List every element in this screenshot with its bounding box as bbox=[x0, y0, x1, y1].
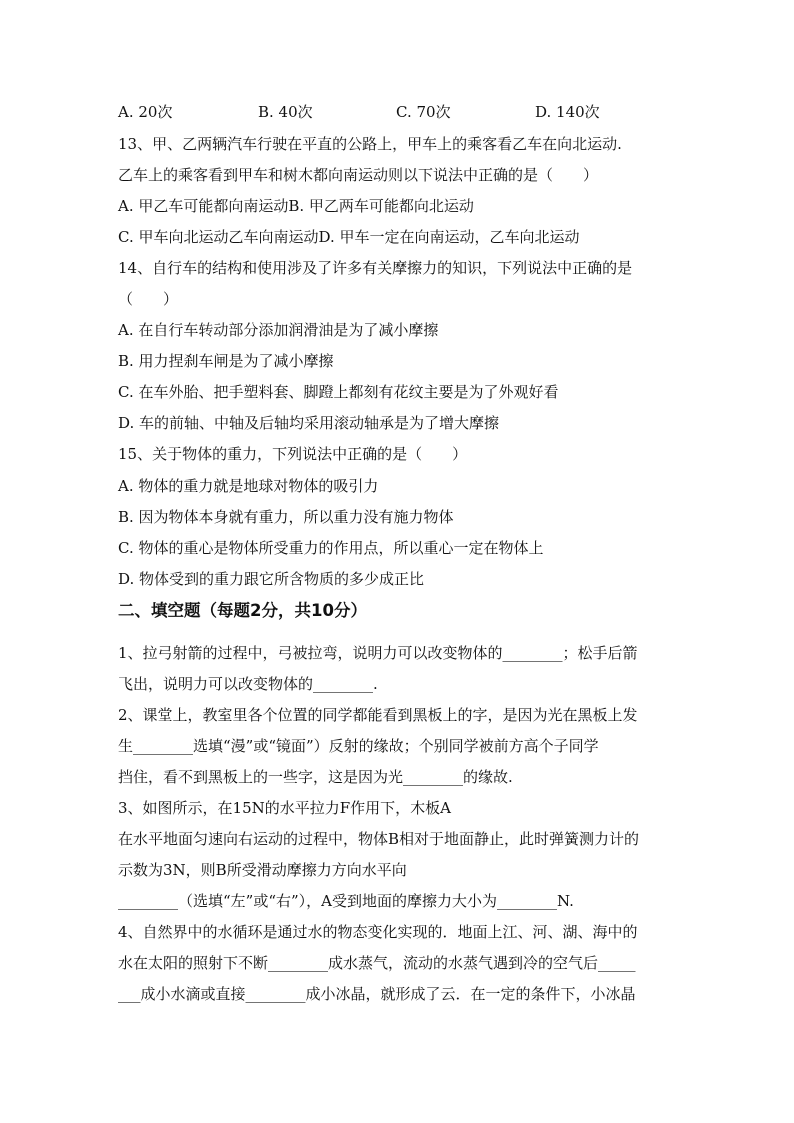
q14-option-b: B. 用力捏刹车闸是为了减小摩擦 bbox=[118, 352, 334, 370]
fill-q3-line-2: 在水平地面匀速向右运动的过程中，物体B相对于地面静止，此时弹簧测力计的 bbox=[118, 830, 640, 848]
q15-option-d: D. 物体受到的重力跟它所含物质的多少成正比 bbox=[118, 570, 425, 588]
fill-q4-line-1: 4、自然界中的水循环是通过水的物态变化实现的．地面上江、河、湖、海中的 bbox=[118, 923, 638, 941]
fill-q2-line-2: 生________选填“漫”或“镜面”）反射的缘故；个别同学被前方高个子同学 bbox=[118, 737, 599, 755]
fill-q3-line-4: ________（选填“左”或“右”），A受到地面的摩擦力大小为________N. bbox=[118, 892, 574, 910]
q14-option-d: D. 车的前轴、中轴及后轴均采用滚动轴承是为了增大摩擦 bbox=[118, 414, 500, 432]
q15-stem: 15、关于物体的重力，下列说法中正确的是（ ） bbox=[118, 445, 468, 463]
fill-q1-line-1: 1、拉弓射箭的过程中，弓被拉弯，说明力可以改变物体的________；松手后箭 bbox=[118, 644, 638, 662]
fill-q2-line-3: 挡住，看不到黑板上的一些字，这是因为光________的缘故. bbox=[118, 768, 513, 786]
q14-stem-line-2: （ ） bbox=[118, 290, 179, 308]
q12-option-b: B. 40次 bbox=[258, 103, 313, 121]
q13-stem-line-2: 乙车上的乘客看到甲车和树木都向南运动则以下说法中正确的是（ ） bbox=[118, 166, 599, 184]
fill-q4-line-3: ___成小水滴或直接________成小冰晶，就形成了云．在一定的条件下，小冰晶 bbox=[118, 985, 636, 1003]
q13-stem-line-1: 13、甲、乙两辆汽车行驶在平直的公路上，甲车上的乘客看乙车在向北运动. bbox=[118, 135, 622, 153]
fill-q1-line-2: 飞出，说明力可以改变物体的________. bbox=[118, 675, 378, 693]
q14-stem-line-1: 14、自行车的结构和使用涉及了许多有关摩擦力的知识，下列说法中正确的是 bbox=[118, 259, 633, 277]
fill-q4-line-2: 水在太阳的照射下不断________成水蒸气，流动的水蒸气遇到冷的空气后_____ bbox=[118, 954, 636, 972]
q15-option-b: B. 因为物体本身就有重力，所以重力没有施力物体 bbox=[118, 508, 454, 526]
q14-option-a: A. 在自行车转动部分添加润滑油是为了减小摩擦 bbox=[118, 321, 439, 339]
section-heading: 二、填空题（每题2分，共10分） bbox=[118, 601, 367, 620]
q15-option-a: A. 物体的重力就是地球对物体的吸引力 bbox=[118, 477, 379, 495]
q14-option-c: C. 在车外胎、把手塑料套、脚蹬上都刻有花纹主要是为了外观好看 bbox=[118, 383, 559, 401]
q12-option-c: C. 70次 bbox=[396, 103, 451, 121]
fill-q3-line-3: 示数为3N，则B所受滑动摩擦力方向水平向 bbox=[118, 861, 407, 879]
q12-option-a: A. 20次 bbox=[118, 103, 173, 121]
q13-options-cd: C. 甲车向北运动乙车向南运动D. 甲车一定在向南运动，乙车向北运动 bbox=[118, 228, 580, 246]
q13-options-ab: A. 甲乙车可能都向南运动B. 甲乙两车可能都向北运动 bbox=[118, 197, 474, 215]
fill-q3-line-1: 3、如图所示，在15N的水平拉力F作用下，木板A bbox=[118, 799, 451, 817]
q12-option-d: D. 140次 bbox=[535, 103, 600, 121]
fill-q2-line-1: 2、课堂上，教室里各个位置的同学都能看到黑板上的字，是因为光在黑板上发 bbox=[118, 706, 638, 724]
q15-option-c: C. 物体的重心是物体所受重力的作用点，所以重心一定在物体上 bbox=[118, 539, 544, 557]
